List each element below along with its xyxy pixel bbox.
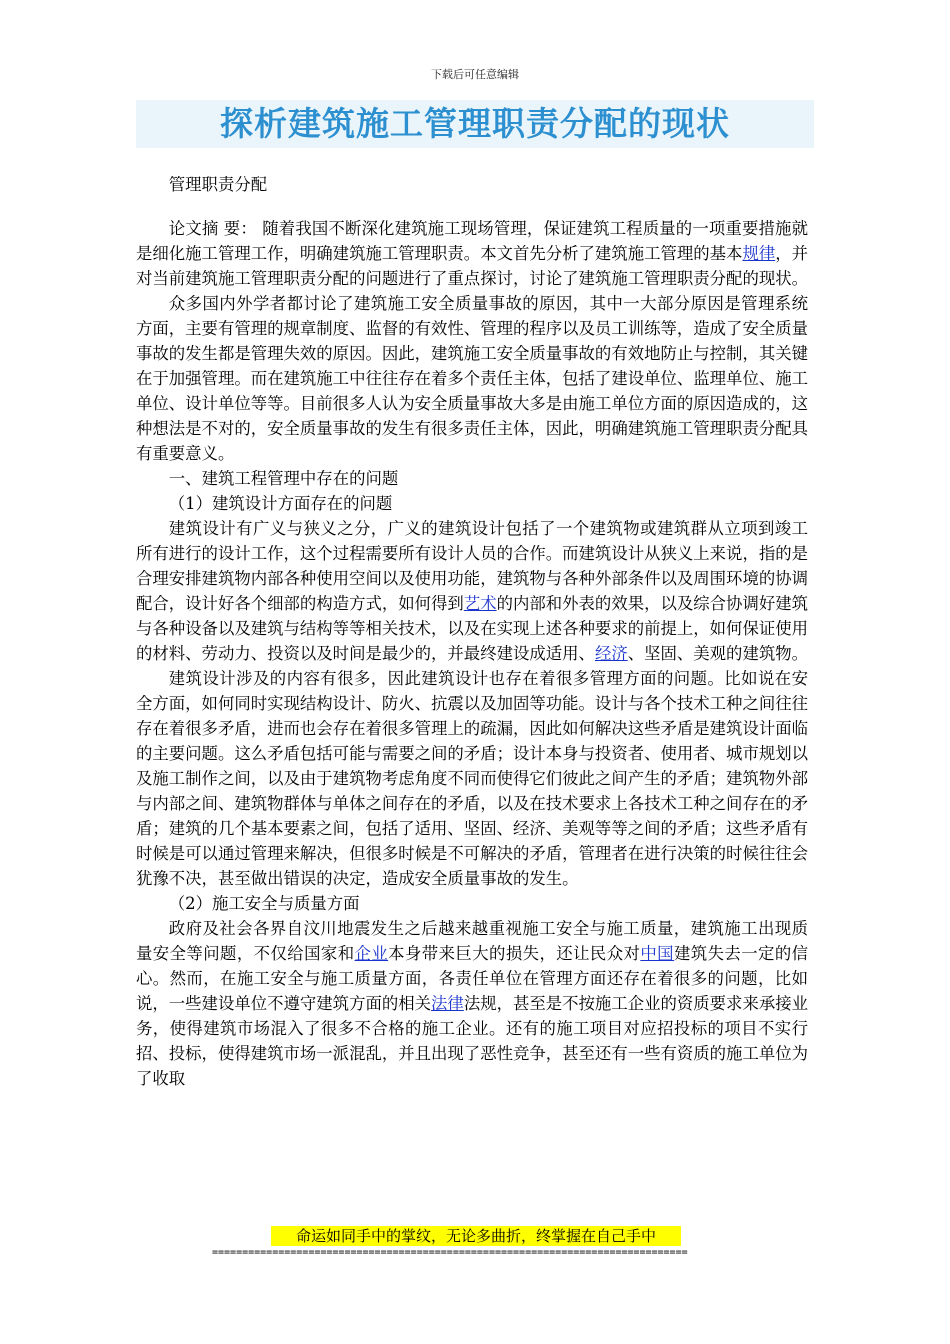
subsection-heading-2: （2）施工安全与质量方面 <box>168 894 360 913</box>
keywords-line: 管理职责分配 <box>168 175 268 194</box>
document-body <box>136 172 808 1091</box>
link-qiye[interactable]: 企业 <box>354 944 389 963</box>
link-yishu[interactable]: 艺术 <box>463 594 497 613</box>
intro-paragraph: 众多国内外学者都讨论了建筑施工安全质量事故的原因，其中一大部分原因是管理系统方面，主要有管理的规章制度、监督的有效性、管理的程序以及员工训练等，造成了安全质量事故的发生都是管理失效的原因。因此，建筑施工安全质量事故的有效地防止与控制，其关键在于加强管理。而在建筑施工中往往存在着多个责任主体，包括了建设单位、监理单位、施工单位、设计单位等等。目前很多人认为安全质量事故大多是由施工单位方面的原因造成的，这种想法是不对的，安全质量事故的发生有很多责任主体，因此，明确建筑施工管理职责分配具有重要意义。 <box>136 294 809 463</box>
section-heading-1: 一、建筑工程管理中存在的问题 <box>168 469 399 488</box>
text-span: 建筑设计有广义与狭义之分，广义的建筑设计包括了一个建筑物或建筑群从立项到竣工所有进行的设计工作，这个过程需要所有设计人员的合作。而建筑设计从狭义上来说，指的是合理安排建筑物内部各种使用空间以及使用功能，建筑物与各种外部条件以及周围环境的协调配合，设计好各个细部的构造方式，如何得到 <box>136 519 809 613</box>
text-span: 建筑失去一定的信心。然而，在施工安全与施工质量方面，各责任单位在管理方面还存在着很多的问题，比如说，一些建设单位不遵守建筑方面的相关 <box>136 944 809 1013</box>
design-paragraph <box>136 516 808 666</box>
link-jingji[interactable]: 经济 <box>594 644 628 663</box>
footer-rule: =============================================================================== <box>212 1248 688 1258</box>
text-span: 本身带来巨大的损失，还让民众对 <box>388 944 641 963</box>
link-guilv[interactable]: 规律 <box>742 244 776 263</box>
text-span: ，并对当前建筑施工管理职责分配的问题进行了重点探讨，讨论了建筑施工管理职责分配的现状。 <box>136 244 809 288</box>
abstract-paragraph <box>136 216 808 291</box>
header-note: 下载后可任意编辑 <box>431 68 519 81</box>
text-span: 、坚固、美观的建筑物。 <box>627 644 809 663</box>
text-span: 的内部和外表的效果，以及综合协调好建筑与各种设备以及建筑与结构等等相关技术，以及在实现上述各种要求的前提上，如何保证使用的材料、劳动力、投资以及时间是最少的，并最终建设成适用、 <box>136 594 809 663</box>
document-title: 探析建筑施工管理职责分配的现状 <box>220 104 730 143</box>
design-issues-paragraph: 建筑设计涉及的内容有很多，因此建筑设计也存在着很多管理方面的问题。比如说在安全方面，如何同时实现结构设计、防火、抗震以及加固等功能。设计与各个技术工种之间往往存在着很多矛盾，进而也会存在着很多管理上的疏漏，因此如何解决这些矛盾是建筑设计面临的主要问题。这么矛盾包括可能与需要之间的矛盾；设计本身与投资者、使用者、城市规划以及施工制作之间，以及由于建筑物考虑角度不同而使得它们彼此之间产生的矛盾；建筑物外部与内部之间、建筑物群体与单体之间存在的矛盾，以及在技术要求上各技术工种之间存在的矛盾；建筑的几个基本要素之间，包括了适用、坚固、经济、美观等等之间的矛盾；这些矛盾有时候是可以通过管理来解决，但很多时候是不可解决的矛盾，管理者在进行决策的时候往往会犹豫不决，甚至做出错误的决定，造成安全质量事故的发生。 <box>136 669 809 888</box>
text-span: 论文摘 要： 随着我国不断深化建筑施工现场管理，保证建筑工程质量的一项重要措施就是细化施工管理工作，明确建筑施工管理职责。本文首先分析了建筑施工管理的基本 <box>136 219 808 263</box>
safety-paragraph <box>136 916 808 1091</box>
subsection-heading-1: （1）建筑设计方面存在的问题 <box>168 494 393 513</box>
link-zhongguo[interactable]: 中国 <box>640 944 674 963</box>
text-span: 法规，甚至是不按施工企业的资质要求来承接业务，使得建筑市场混入了很多不合格的施工企业。还有的施工项目对应招投标的项目不实行招、投标，使得建筑市场一派混乱，并且出现了恶性竞争，甚至还有一些有资质的施工单位为了收取 <box>136 994 809 1088</box>
link-falv[interactable]: 法律 <box>431 994 464 1013</box>
footer-motto: 命运如同手中的掌纹，无论多曲折，终掌握在自己手中 <box>271 1226 681 1246</box>
text-span: 政府及社会各界自汶川地震发生之后越来越重视施工安全与施工质量，建筑施工出现质量安全等问题，不仅给国家和 <box>136 919 808 963</box>
